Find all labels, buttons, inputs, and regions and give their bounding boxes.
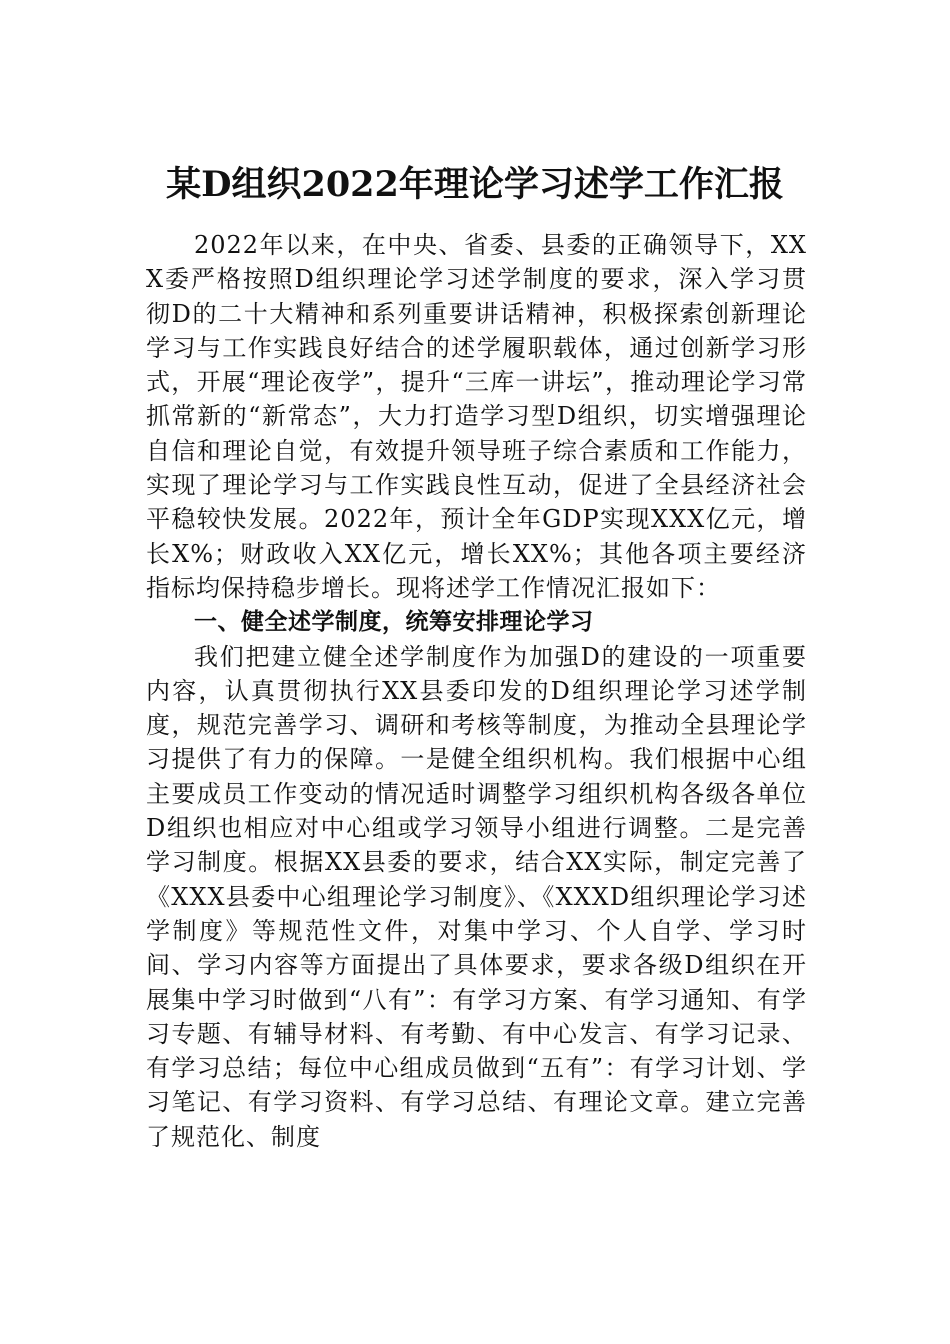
section-1-paragraph: 我们把建立健全述学制度作为加强D的建设的一项重要内容，认真贯彻执行XX县委印发的D组织理论学习述学制度，规范完善学习、调研和考核等制度，为推动全县理论学习提供了有力的保障。一是健全组织机构。我们根据中心组主要成员工作变动的情况适时调整学习组织机构各级各单位D组织也相应对中心组或学习领导小组进行调整。二是完善学习制度。根据XX县委的要求，结合XX实际，制定完善了《XXX县委中心组理论学习制度》、《XXXD组织理论学习述学制度》等规范性文件，对集中学习、个人自学、学习时间、学习内容等方面提出了具体要求，要求各级D组织在开展集中学习时做到“八有”：有学习方案、有学习通知、有学习专题、有辅导材料、有考勤、有中心发言、有学习记录、有学习总结；每位中心组成员做到“五有”：有学习计划、学习笔记、有学习资料、有学习总结、有理论文章。建立完善了规范化、制度 <box>146 642 807 1151</box>
document-title: 某D组织2022年理论学习述学工作汇报 <box>166 164 784 205</box>
section-heading-1: 一、健全述学制度，统筹安排理论学习 <box>194 609 594 636</box>
intro-paragraph: 2022年以来，在中央、省委、县委的正确领导下，XXX委严格按照D组织理论学习述学制度的要求，深入学习贯彻D的二十大精神和系列重要讲话精神，积极探索创新理论学习与工作实践良好结合的述学履职载体，通过创新学习形式，开展“理论夜学”，提升“三库一讲坛”，推动理论学习常抓常新的“新常态”，大力打造学习型D组织，切实增强理论自信和理论自觉，有效提升领导班子综合素质和工作能力，实现了理论学习与工作实践良性互动，促进了全县经济社会平稳较快发展。2022年，预计全年GDP实现XXX亿元，增长X%；财政收入XX亿元，增长XX%；其他各项主要经济指标均保持稳步增长。现将述学工作情况汇报如下： <box>146 231 807 602</box>
document-body <box>146 228 807 1154</box>
